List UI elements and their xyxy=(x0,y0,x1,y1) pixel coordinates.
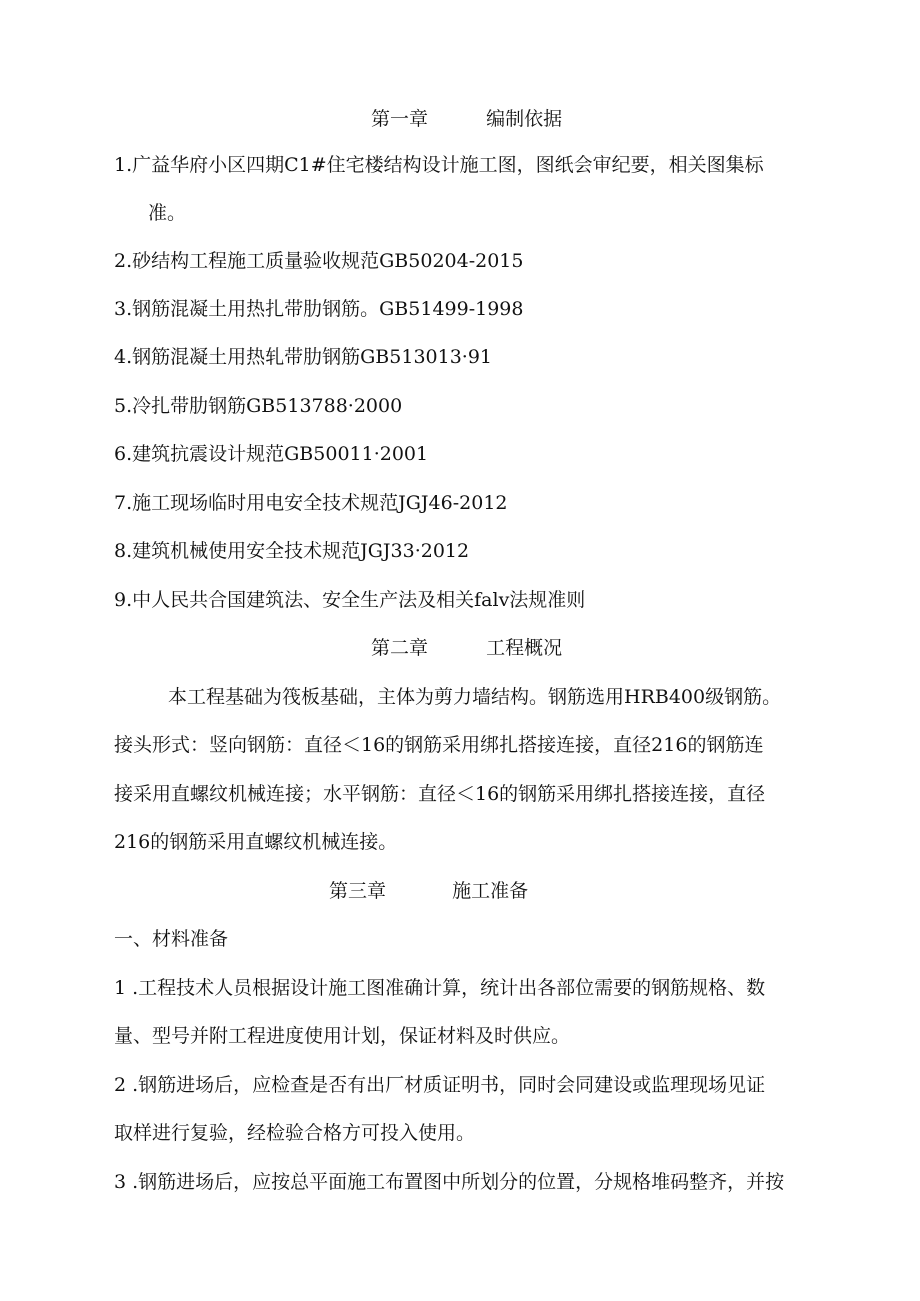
prep-item-3: 3 .钢筋进场后，应按总平面施工布置图中所划分的位置，分规格堆码整齐，并按 xyxy=(114,1171,785,1193)
prep-item-1: 1 .工程技术人员根据设计施工图准确计算，统计出各部位需要的钢筋规格、数 xyxy=(114,977,766,999)
basis-item-2: 2.砂结构工程施工质量验收规范GB50204-2015 xyxy=(114,250,524,272)
basis-item-9: 9.中人民共合国建筑法、安全生产法及相关falv法规准则 xyxy=(114,589,586,611)
chapter-1-number: 第一章 xyxy=(371,108,429,130)
basis-item-4: 4.钢筋混凝土用热轧带肋钢筋GB513013·91 xyxy=(114,346,493,368)
section-heading-materials: 一、材料准备 xyxy=(114,928,229,950)
chapter-2-number: 第二章 xyxy=(371,637,429,659)
chapter-2-title: 工程概况 xyxy=(486,637,563,659)
basis-item-7: 7.施工现场临时用电安全技术规范JGJ46-2012 xyxy=(114,492,508,514)
basis-item-3: 3.钢筋混凝土用热扎带肋钢筋。GB51499-1998 xyxy=(114,298,524,320)
chapter-2-heading xyxy=(371,636,562,660)
overview-line-1: 本工程基础为筏板基础，主体为剪力墙结构。钢筋选用HRB400级钢筋。 xyxy=(168,686,782,708)
chapter-1-heading xyxy=(371,107,562,131)
overview-line-2: 接头形式：竖向钢筋：直径＜16的钢筋采用绑扎搭接连接，直径216的钢筋连 xyxy=(114,734,764,756)
chapter-3-heading xyxy=(329,879,528,903)
overview-line-3: 接采用直螺纹机械连接；水平钢筋：直径＜16的钢筋采用绑扎搭接连接，直径 xyxy=(114,783,766,805)
chapter-3-title: 施工准备 xyxy=(452,880,529,902)
basis-item-8: 8.建筑机械使用安全技术规范JGJ33·2012 xyxy=(114,540,470,562)
basis-item-1: 1.广益华府小区四期C1#住宅楼结构设计施工图，图纸会审纪要，相关图集标 xyxy=(114,154,764,176)
prep-item-2: 2 .钢筋进场后，应检查是否有出厂材质证明书，同时会同建设或监理现场见证 xyxy=(114,1074,766,1096)
basis-item-5: 5.冷扎带肋钢筋GB513788·2000 xyxy=(114,395,403,417)
prep-item-1-continued: 量、型号并附工程进度使用计划，保证材料及时供应。 xyxy=(114,1025,571,1047)
basis-item-6: 6.建筑抗震设计规范GB50011·2001 xyxy=(114,443,429,465)
chapter-1-title: 编制依据 xyxy=(486,108,563,130)
prep-item-2-continued: 取样进行复验，经检验合格方可投入使用。 xyxy=(114,1122,476,1144)
chapter-3-number: 第三章 xyxy=(329,880,387,902)
overview-line-4: 216的钢筋采用直螺纹机械连接。 xyxy=(114,831,398,853)
basis-item-1-continued: 准。 xyxy=(148,202,187,224)
